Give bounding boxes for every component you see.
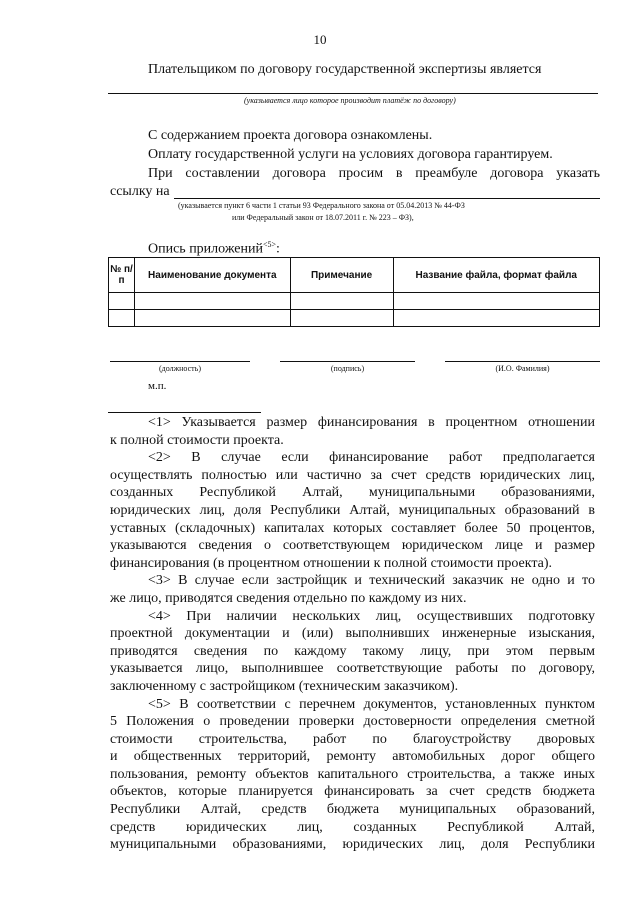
stamp-place: м.п. [148, 380, 167, 392]
payer-fill-line [108, 93, 598, 94]
table-cell [393, 310, 599, 327]
table-cell [290, 293, 393, 310]
position-caption: (должность) [159, 364, 201, 373]
position-line [110, 361, 250, 362]
statement-guarantee: Оплату государственной услуги на условиях договора гарантируем. [148, 147, 553, 162]
statement-acquainted: С содержанием проекта договора ознакомлены. [148, 128, 433, 143]
reference-hint-2: или Федеральный закон от 18.07.2011 г. № 223 – ФЗ), [232, 213, 414, 222]
reference-fill-line [174, 198, 600, 199]
footnote-separator [108, 412, 261, 413]
footnote-5: <5> В соответствии с перечнем документов, установленных пунктом 5 Положения о проведении проверки достоверности определения сметной стоимости строительства, работ по благоустройству дворовых и общественных территорий, ремонту автомобильных дорог общего пользования, ремонту объектов капитального строительства, а также иных объектов, которые планируется финансировать за счет средств бюджета Республики Алтай, средств бюджета муниципальных образований, средств юридических лиц, созданных Республикой Алтай, муниципальными образованиями, юридических лиц, доля Республики [110, 696, 595, 853]
attachments-header-row [109, 258, 600, 293]
table-cell [134, 293, 290, 310]
table-cell [290, 310, 393, 327]
table-cell [134, 310, 290, 327]
attachments-table [108, 257, 600, 327]
footnote-4: <4> При наличии нескольких лиц, осуществивших подготовку проектной документации и (или) выполнивших инженерные изыскания, приводятся сведения по каждому такому лицу, при этом первым указывается лицо, выполнившее соответствующие работы по договору, заключенному с застройщиком (техническим заказчиком). [110, 608, 595, 694]
table-cell [393, 293, 599, 310]
header-note: Примечание [290, 258, 393, 293]
table-cell [109, 310, 135, 327]
header-number: № п/п [109, 258, 135, 293]
attachments-title: Опись приложений$^{<5>}$: [148, 240, 280, 257]
table-row [109, 293, 600, 310]
statement-preamble: При составлении договора просим в преамбуле договора указать [148, 166, 600, 181]
footnote-3: <3> В случае если застройщик и технический заказчик не одно и то же лицо, приводятся сведения отдельно по каждому из них. [110, 573, 595, 606]
table-row [109, 310, 600, 327]
header-document-name: Наименование документа [134, 258, 290, 293]
payer-statement: Плательщиком по договору государственной экспертизы является [148, 62, 542, 77]
signature-caption: (подпись) [330, 364, 365, 373]
statement-reference-label: ссылку на [110, 184, 170, 199]
attachments-footnote-ref: <5> [263, 240, 277, 249]
reference-hint-1: (указывается пункт 6 части 1 статьи 93 Федерального закона от 05.04.2013 № 44-ФЗ [178, 201, 465, 210]
footnote-1: <1> Указывается размер финансирования в процентном отношении к полной стоимости проекта. [110, 415, 595, 448]
footnote-2: <2> В случае если финансирование работ предполагается осуществлять полностью или частично за счет средств юридических лиц, созданных Республикой Алтай, муниципальными образованиями, юридических лиц, доля Республики Алтай, муниципальных образований в уставных (складочных) капиталах которых составляет более 50 процентов, указываются сведения о соответствующем юридическом лице и размер финансирования (в процентном отношении к полной стоимости проекта). [110, 450, 595, 571]
table-cell [109, 293, 135, 310]
header-file-name-format: Название файла, формат файла [393, 258, 599, 293]
signature-line [280, 361, 415, 362]
page-number: 10 [313, 32, 327, 47]
full-name-caption: (И.О. Фамилия) [495, 364, 550, 373]
payer-hint: (указывается лицо которое производит платёж по договору) [244, 96, 456, 105]
footnotes [110, 414, 595, 854]
full-name-line [445, 361, 600, 362]
